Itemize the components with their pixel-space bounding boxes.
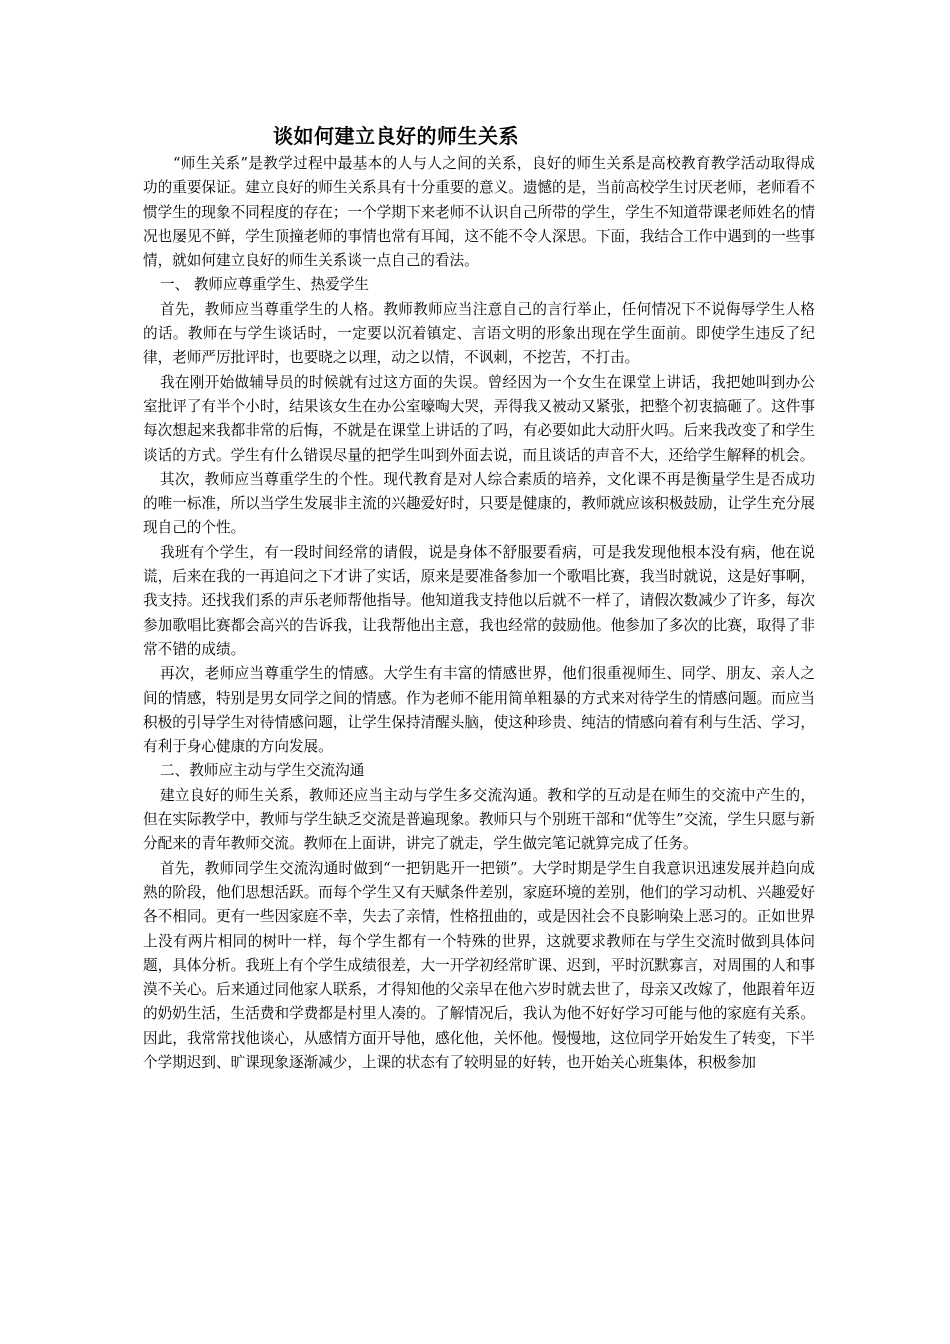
section-2-paragraph-1: 建立良好的师生关系，教师还应当主动与学生多交流沟通。教和学的互动是在师生的交流中产生的，但在实际教学中，教师与学生缺乏交流是普遍现象。教师只与个别班干部和“优等生”交流，学生只愿与新分配来的青年教师交流。教师在上面讲，讲完了就走，学生做完笔记就算完成了任务。	[143, 786, 815, 853]
section-2-paragraph-2: 首先，教师同学生交流沟通时做到“一把钥匙开一把锁”。大学时期是学生自我意识迅速发展并趋向成熟的阶段，他们思想活跃。而每个学生又有天赋条件差别，家庭环境的差别，他们的学习动机、兴趣爱好各不相同。更有一些因家庭不幸，失去了亲情，性格扭曲的，或是因社会不良影响染上恶习的。正如世界上没有两片相同的树叶一样，每个学生都有一个特殊的世界，这就要求教师在与学生交流时做到具体问题，具体分析。我班上有个学生成绩很差，大一开学初经常旷课、迟到，平时沉默寡言，对周围的人和事漠不关心。后来通过同他家人联系，才得知他的父亲早在他六岁时就去世了，母亲又改嫁了，他跟着年迈的奶奶生活，生活费和学费都是村里人凑的。了解情况后，我认为他不好好学习可能与他的家庭有关系。因此，我常常找他谈心，从感情方面开导他，感化他，关怀他。慢慢地，这位同学开始发生了转变，下半个学期迟到、旷课现象逐渐减少，上课的状态有了较明显的好转，也开始关心班集体，积极参加	[143, 859, 815, 1071]
section-1-paragraph-5: 再次，老师应当尊重学生的情感。大学生有丰富的情感世界，他们很重视师生、同学、朋友、亲人之间的情感，特别是男女同学之间的情感。作为老师不能用简单粗暴的方式来对待学生的情感问题。而应当积极的引导学生对待情感问题，让学生保持清醒头脑，使这种珍贵、纯洁的情感向着有利与生活、学习，有利于身心健康的方向发展。	[143, 665, 815, 756]
document-body	[143, 120, 815, 1075]
section-heading-2: 二、教师应主动与学生交流沟通	[160, 762, 365, 780]
section-heading-1: 一、 教师应尊重学生、热爱学生	[160, 276, 369, 294]
document-title: 谈如何建立良好的师生关系	[273, 124, 519, 148]
intro-paragraph: “师生关系”是教学过程中最基本的人与人之间的关系，良好的师生关系是高校教育教学活动取得成功的重要保证。建立良好的师生关系具有十分重要的意义。遗憾的是，当前高校学生讨厌老师，老师看不惯学生的现象不同程度的存在；一个学期下来老师不认识自己所带的学生，学生不知道带课老师姓名的情况也屡见不鲜，学生顶撞老师的事情也常有耳闻，这不能不令人深思。下面，我结合工作中遇到的一些事情，就如何建立良好的师生关系谈一点自己的看法。	[143, 155, 815, 270]
section-1-paragraph-3: 其次，教师应当尊重学生的个性。现代教育是对人综合素质的培养，文化课不再是衡量学生是否成功的唯一标准，所以当学生发展非主流的兴趣爱好时，只要是健康的，教师就应该积极鼓励，让学生充分展现自己的个性。	[143, 470, 815, 537]
section-1-paragraph-4: 我班有个学生，有一段时间经常的请假，说是身体不舒服要看病，可是我发现他根本没有病，他在说谎，后来在我的一再追问之下才讲了实话，原来是要准备参加一个歌唱比赛，我当时就说，这是好事啊，我支持。还找我们系的声乐老师帮他指导。他知道我支持他以后就不一样了，请假次数减少了许多，每次参加歌唱比赛都会高兴的告诉我，让我帮他出主意，我也经常的鼓励他。他参加了多次的比赛，取得了非常不错的成绩。	[143, 543, 815, 658]
section-1-paragraph-1: 首先，教师应当尊重学生的人格。教师教师应当注意自己的言行举止，任何情况下不说侮辱学生人格的话。教师在与学生谈话时，一定要以沉着镇定、言语文明的形象出现在学生面前。即使学生违反了纪律，老师严厉批评时，也要晓之以理，动之以情，不讽刺，不挖苦，不打击。	[143, 300, 815, 367]
section-1-paragraph-2: 我在刚开始做辅导员的时候就有过这方面的失误。曾经因为一个女生在课堂上讲话，我把她叫到办公室批评了有半个小时，结果该女生在办公室嚎啕大哭，弄得我又被动又紧张，把整个初衷搞砸了。这件事每次想起来我都非常的后悔，不就是在课堂上讲话的了吗，有必要如此大动肝火吗。后来我改变了和学生谈话的方式。学生有什么错误尽量的把学生叫到外面去说，而且谈话的声音不大，还给学生解释的机会。	[143, 373, 815, 464]
